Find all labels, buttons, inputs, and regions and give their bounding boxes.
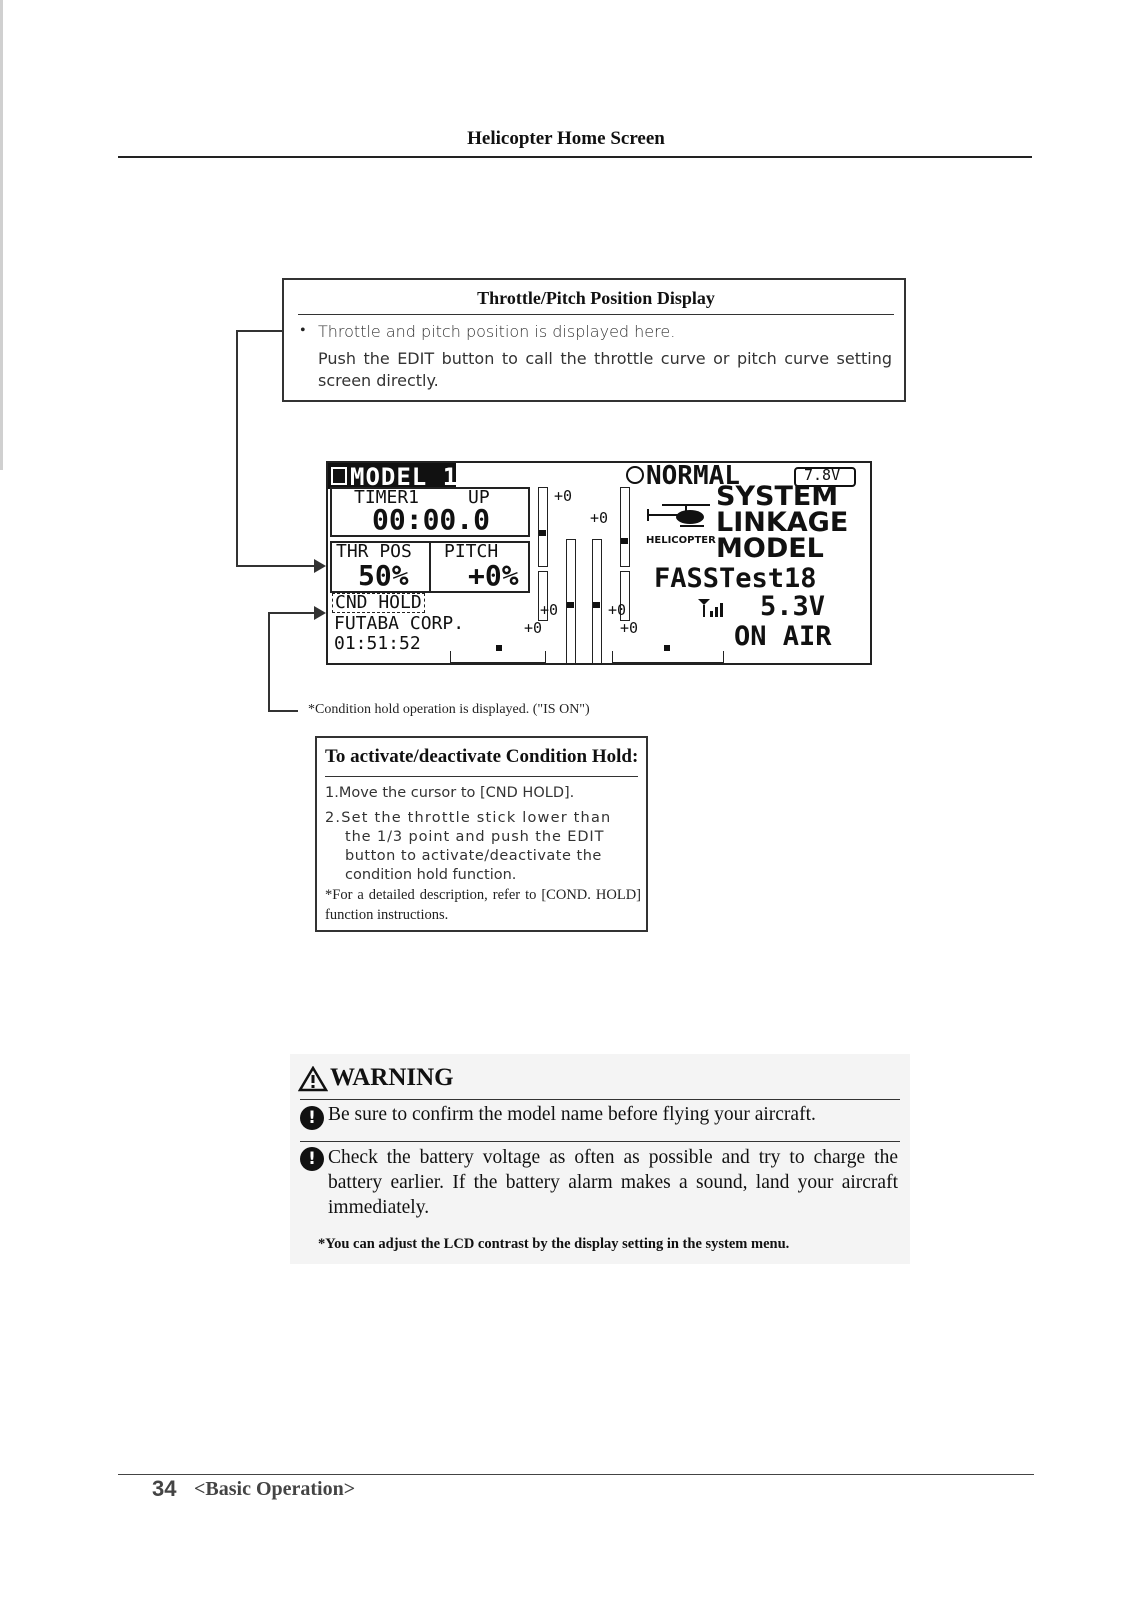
connector-line: [268, 612, 270, 712]
callout-title: Throttle/Pitch Position Display: [477, 288, 715, 308]
callout-bullet: •: [300, 322, 306, 339]
connector-line: [236, 330, 282, 332]
trim-value: +0: [590, 509, 609, 527]
connector-line: [268, 612, 316, 614]
connector-line: [268, 710, 298, 712]
trim-gauge-h-left: [450, 651, 546, 663]
cnd-step2-line4: condition hold function.: [345, 867, 517, 883]
warning-note: *You can adjust the LCD contrast by the display setting in the system menu.: [318, 1236, 790, 1252]
timer-value: 00:00.0: [372, 503, 491, 536]
model-type-icon: [331, 467, 347, 485]
trim-value: +0: [524, 619, 543, 637]
owner-name: FUTABA CORP.: [334, 613, 465, 634]
connector-line: [236, 565, 316, 567]
cnd-step2-line3: button to activate/deactivate the: [345, 848, 602, 864]
callout-line2: Push the EDIT button to call the throttle curve or pitch curve setting screen directly.: [318, 349, 892, 390]
cnd-box-rule: [325, 776, 638, 777]
page-header-title: Helicopter Home Screen: [467, 128, 665, 149]
arrow-head-icon: [314, 559, 326, 573]
callout-rule: [298, 314, 894, 315]
tx-voltage: 7.8V: [804, 466, 841, 484]
pitch-label: PITCH: [444, 541, 499, 562]
trim-gauge-v3: [566, 539, 576, 665]
warning-rule: [300, 1141, 900, 1142]
trim-value: +0: [554, 487, 573, 505]
signal-strength-icon: [696, 597, 726, 619]
warning-item2: Check the battery voltage as often as possible and try to charge the battery earlier. If the battery alarm makes a sound, land your aircraft immediately.: [328, 1147, 898, 1218]
cnd-step1: 1.Move the cursor to [CND HOLD].: [325, 785, 575, 801]
cnd-box-title: To activate/deactivate Condition Hold:: [325, 746, 639, 767]
thr-pos-label: THR POS: [336, 541, 412, 562]
helicopter-icon: [644, 501, 716, 529]
page-edge-shadow: [0, 0, 3, 470]
pitch-value: +0%: [468, 559, 519, 592]
warning-triangle-icon: [298, 1066, 328, 1092]
trim-gauge-v1: [538, 487, 548, 567]
trim-marker: [664, 645, 670, 651]
heli-type-label: HELICOPTER: [646, 535, 716, 546]
footer-rule: [118, 1474, 1034, 1475]
warning-item1: Be sure to confirm the model name before flying your aircraft.: [328, 1104, 816, 1125]
warning-box: [290, 1054, 910, 1264]
warning-rule: [300, 1099, 900, 1100]
trim-gauge-h-right: [612, 651, 724, 663]
menu-system[interactable]: SYSTEM: [716, 481, 839, 512]
arrow-head-icon: [314, 606, 326, 620]
timer-label: TIMER1: [354, 487, 420, 508]
menu-model[interactable]: MODEL: [716, 533, 824, 564]
cnd-hold-indicator[interactable]: CND HOLD: [332, 593, 425, 613]
thr-pos-value: 50%: [358, 559, 409, 592]
trim-value: +0: [540, 601, 559, 619]
connector-line: [236, 330, 238, 567]
receiver-system: FASSTest18: [654, 563, 817, 594]
condition-hold-instructions: [315, 736, 648, 932]
thr-pitch-divider: [429, 541, 431, 593]
trim-value: +0: [608, 601, 627, 619]
clock-icon: [626, 466, 644, 484]
cnd-note: *For a detailed description, refer to [COND. HOLD] function instructions.: [325, 887, 641, 923]
menu-linkage[interactable]: LINKAGE: [716, 507, 849, 538]
cnd-step2-line2: the 1/3 point and push the EDIT: [345, 829, 605, 845]
trim-gauge-v4: [592, 539, 602, 665]
trim-gauge-v5: [620, 487, 630, 567]
condition-hold-caption: *Condition hold operation is displayed. ("IS ON"): [308, 702, 590, 717]
exclamation-icon: !: [300, 1147, 324, 1171]
lcd-home-screen: [326, 461, 872, 665]
rx-voltage: 5.3V: [760, 591, 826, 622]
condition-name: NORMAL: [646, 461, 740, 491]
cnd-step2-line1: 2.Set the throttle stick lower than: [325, 810, 612, 826]
throttle-pitch-callout: [282, 278, 906, 402]
warning-title: WARNING: [330, 1064, 454, 1091]
trim-value: +0: [620, 619, 639, 637]
exclamation-icon: !: [300, 1106, 324, 1130]
header-rule: [118, 156, 1032, 158]
section-name: <Basic Operation>: [194, 1478, 356, 1500]
timer-direction: UP: [468, 487, 490, 508]
page-number: 34: [152, 1476, 177, 1501]
clock-time: 01:51:52: [334, 633, 421, 654]
trim-marker: [496, 645, 502, 651]
callout-line1: Throttle and pitch position is displayed here.: [318, 322, 676, 341]
on-air-status: ON AIR: [734, 621, 832, 652]
model-name[interactable]: MODEL 1: [350, 463, 459, 491]
